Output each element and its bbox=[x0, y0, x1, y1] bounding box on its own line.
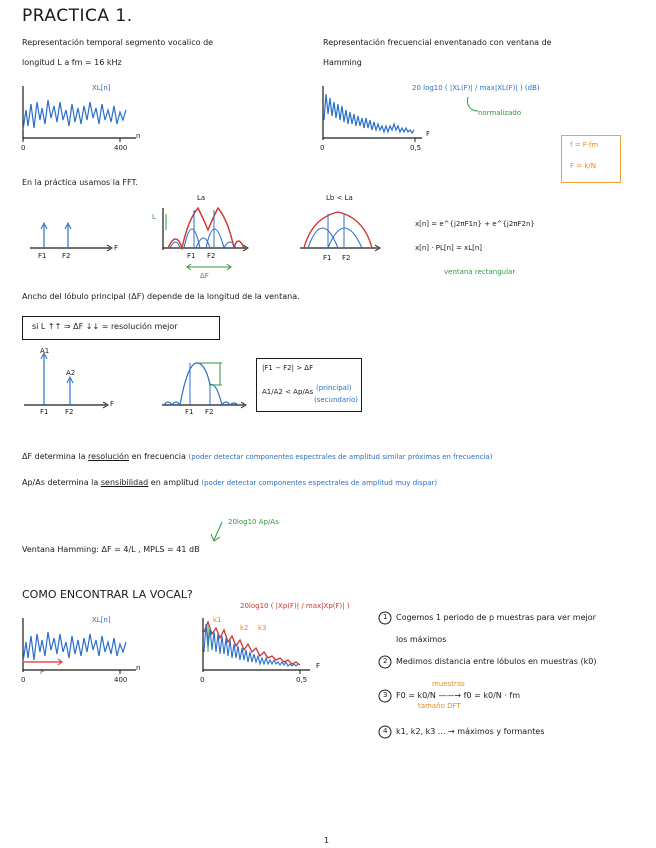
k3-label: k3 bbox=[258, 624, 267, 632]
frequency-conversion-line2: F = k/N bbox=[570, 162, 596, 170]
impulse-f1-label: F1 bbox=[38, 252, 47, 260]
amp-f2-label: F2 bbox=[65, 408, 74, 416]
lb-label: Lb < La bbox=[326, 194, 353, 202]
resolution-term: resolución bbox=[88, 452, 130, 461]
temporal-signal-label: XL[n] bbox=[92, 84, 111, 92]
temporal-heading-line1: Representación temporal segmento vocalico de bbox=[22, 38, 214, 47]
sensitivity-prefix: determina la bbox=[47, 478, 99, 487]
vowel-axis-400: 400 bbox=[114, 676, 128, 684]
rectangular-window-note: ventana rectangular bbox=[444, 268, 516, 276]
temporal-signal-plot bbox=[18, 80, 148, 150]
step-3-dft-note: tamaño DFT bbox=[418, 702, 461, 710]
axis-f-label: F bbox=[426, 130, 431, 138]
step-3-text: F0 = k0/N ——→ f0 = k0/N · fm bbox=[396, 691, 521, 700]
frequency-heading-line2: Hamming bbox=[323, 58, 362, 67]
step-3-number: 3 bbox=[383, 691, 388, 699]
resolution-suffix: en frecuencia bbox=[131, 452, 186, 461]
lb-f1-label: F1 bbox=[323, 254, 332, 262]
impulse-f2-label: F2 bbox=[62, 252, 71, 260]
resolution-rule: si L ↑↑ ⇒ ΔF ↓↓ = resolución mejor bbox=[32, 322, 178, 331]
resolution-prefix: ΔF determina la bbox=[22, 452, 86, 461]
step-2-text: Medimos distancia entre lóbulos en muestras (k0) bbox=[396, 657, 597, 666]
step-4-text: k1, k2, k3 ... → máximos y formantes bbox=[396, 727, 545, 736]
l-height-label: L bbox=[152, 213, 156, 221]
axis-05-label: 0,5 bbox=[410, 144, 422, 152]
step-3-muestras-note: muestras bbox=[432, 680, 465, 688]
normalized-db-formula: 20 log10 ( |XL(F)| / max|XL(F)| ) (dB) bbox=[412, 84, 540, 92]
step-1-text: Cogemos 1 periodo de p muestras para ver mejor bbox=[396, 613, 596, 622]
lobes-f1-label: F1 bbox=[185, 408, 194, 416]
step-1-number: 1 bbox=[383, 613, 388, 621]
vowel-heading: COMO ENCONTRAR LA VOCAL? bbox=[22, 588, 193, 601]
axis-400-label: 400 bbox=[114, 144, 128, 152]
step-1-text-cont: los máximos bbox=[396, 635, 447, 644]
k2-label: k2 bbox=[240, 624, 249, 632]
sensitivity-line bbox=[22, 478, 437, 488]
page-title: PRACTICA 1. bbox=[22, 6, 133, 26]
amp-axis-f: F bbox=[110, 400, 115, 408]
k1-label: k1 bbox=[213, 616, 222, 624]
la-f2-label: F2 bbox=[207, 252, 216, 260]
step-2-number: 2 bbox=[383, 657, 388, 665]
amp-f1-label: F1 bbox=[40, 408, 49, 416]
signal-equation: x[n] = e^{j2πF1n} + e^{j2πF2n} bbox=[415, 220, 535, 228]
period-spectrum-formula: 20log10 ( |Xp(F)| / max|Xp(F)| ) bbox=[240, 602, 350, 610]
step-4-number: 4 bbox=[383, 727, 388, 735]
sensitivity-explanation: (poder detectar componentes espectrales de amplitud muy dispar) bbox=[201, 479, 438, 487]
vowel-spectrum-05: 0,5 bbox=[296, 676, 308, 684]
delta-f-arrow bbox=[185, 262, 235, 272]
period-p-label: P bbox=[40, 668, 45, 676]
vowel-temporal-plot bbox=[18, 612, 148, 682]
frequency-heading-line1: Representación frecuencial enventanado con ventana de bbox=[323, 38, 552, 47]
la-f1-label: F1 bbox=[187, 252, 196, 260]
mpls-arrow bbox=[208, 520, 228, 544]
resolution-line bbox=[22, 452, 493, 462]
principal-note: (principal) bbox=[316, 384, 352, 392]
amplitude-lobes-plot bbox=[160, 355, 250, 415]
condition-separation: |F1 − F2| > ΔF bbox=[262, 364, 314, 372]
amplitude-impulses-plot bbox=[22, 345, 122, 415]
page-number: 1 bbox=[324, 836, 330, 845]
vowel-spectrum-zero: 0 bbox=[200, 676, 205, 684]
la-label: La bbox=[197, 194, 206, 202]
vowel-signal-label: XL[n] bbox=[92, 616, 111, 624]
a2-label: A2 bbox=[66, 369, 76, 377]
delta-f-label: ΔF bbox=[200, 272, 209, 280]
resolution-explanation: (poder detectar componentes espectrales de amplitud similar próximas en frecuencia) bbox=[188, 453, 493, 461]
frequency-conversion-line1: f = F·fm bbox=[570, 141, 599, 149]
lb-f2-label: F2 bbox=[342, 254, 351, 262]
axis-zero-label: 0 bbox=[320, 144, 325, 152]
vowel-axis-zero: 0 bbox=[21, 676, 26, 684]
axis-n-label: n bbox=[136, 132, 141, 140]
secundario-note: (secundario) bbox=[314, 396, 358, 404]
long-window-lobes bbox=[158, 200, 258, 260]
condition-amplitude: A1/A2 < Ap/As bbox=[262, 388, 314, 396]
fft-text: En la práctica usamos la FFT. bbox=[22, 178, 138, 187]
sensitivity-suffix: en amplitud bbox=[150, 478, 199, 487]
impulse-axis-f: F bbox=[114, 244, 119, 252]
mpls-note: 20log10 Ap/As bbox=[228, 518, 279, 526]
temporal-heading-line2: longitud L a fm = 16 kHz bbox=[22, 58, 122, 67]
axis-zero-label: 0 bbox=[21, 144, 26, 152]
sensitivity-term: sensibilidad bbox=[100, 478, 149, 487]
ap-as-fraction: Ap/As bbox=[22, 478, 45, 487]
main-lobe-width-text: Ancho del lóbulo principal (ΔF) depende de la longitud de la ventana. bbox=[22, 292, 300, 301]
vowel-spectrum-axis-f: F bbox=[316, 662, 321, 670]
normalizado-note: normalizado bbox=[478, 109, 522, 117]
short-window-lobes bbox=[298, 200, 388, 260]
vowel-axis-n: n bbox=[136, 664, 141, 672]
windowed-equation: x[n] · PL[n] = xL[n] bbox=[415, 244, 482, 252]
lobes-f2-label: F2 bbox=[205, 408, 214, 416]
a1-label: A1 bbox=[40, 347, 50, 355]
hamming-parameters: Ventana Hamming: ΔF = 4/L , MPLS = 41 dB bbox=[22, 545, 200, 554]
